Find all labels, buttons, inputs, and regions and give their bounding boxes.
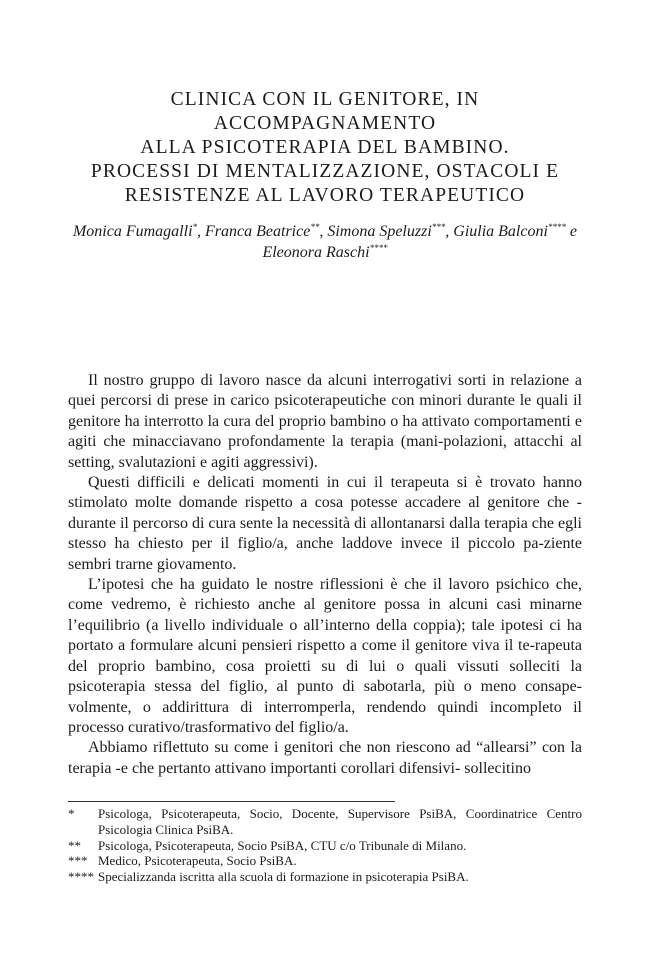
paragraph: Il nostro gruppo di lavoro nasce da alcuni interrogativi sorti in relazione a quei percorsi di prese in carico psicoterapeutiche con minori durante le quali il genitore ha interrotto la cura del proprio bambino o ha attivato comportamenti e agiti che minacciavano profondamente la terapia (mani-polazioni, attacchi al setting, svalutazioni e agiti aggressivi).	[68, 372, 582, 471]
footnote-marker: ****	[369, 243, 388, 253]
author-name: Simona Speluzzi	[327, 223, 432, 240]
author-name: Franca Beatrice	[205, 223, 311, 240]
author-name: Monica Fumagalli	[72, 223, 193, 240]
title-line: ACCOMPAGNAMENTO	[213, 113, 437, 134]
title-line: PROCESSI DI MENTALIZZAZIONE, OSTACOLI E	[90, 161, 560, 182]
footnote-divider	[68, 801, 395, 802]
footnotes	[68, 806, 582, 885]
author-conjunction: e	[569, 223, 578, 240]
footnote-mark: ****	[68, 869, 94, 885]
footnote	[68, 869, 582, 885]
paragraph: Questi difficili e delicati momenti in cui il terapeuta si è trovato hanno stimolato molte domande rispetto a cosa potesse accadere al genitore che -durante il percorso di cura sente la necessità di allontanarsi dalla terapia che egli stesso ha chiesto per il figlio/a, anche laddove invece il piccolo pa-ziente sembri trarne giovamento.	[68, 474, 582, 573]
author-name: Giulia Balconi	[453, 223, 548, 240]
footnote-marker: ****	[547, 222, 566, 232]
article-title	[60, 88, 590, 208]
footnote-mark: *	[68, 806, 75, 821]
title-line: RESISTENZE AL LAVORO TERAPEUTICO	[124, 185, 526, 206]
footnote-mark: **	[68, 837, 81, 853]
footnote-text: Psicologa, Psicoterapeuta, Socio PsiBA, CTU c/o Tribunale di Milano.	[98, 837, 467, 853]
footnote	[68, 838, 582, 854]
title-line: ALLA PSICOTERAPIA DEL BAMBINO.	[140, 137, 510, 158]
footnote-text: Specializzanda iscritta alla scuola di formazione in psicoterapia PsiBA.	[98, 869, 469, 885]
footnote-marker: ***	[431, 222, 446, 232]
title-line: CLINICA CON IL GENITORE, IN	[170, 89, 480, 110]
author-list: Monica Fumagalli*, Franca Beatrice**, Simona Speluzzi***, Giulia Balconi**** e Eleonora Raschi****	[72, 222, 578, 261]
paragraph: Abbiamo riflettuto su come i genitori che non riescono ad “allearsi” con la terapia -e che pertanto attivano importanti corollari difensivi- sollecitino	[68, 739, 582, 777]
footnote-mark: ***	[68, 853, 88, 869]
footnote-marker: *	[192, 222, 198, 232]
body-text	[68, 371, 582, 779]
footnote-marker: **	[310, 222, 320, 232]
author-name: Eleonora Raschi	[262, 244, 370, 261]
footnote	[68, 806, 582, 838]
footnote-text: Psicologa, Psicoterapeuta, Socio, Docente, Supervisore PsiBA, Coordinatrice Centro Psicologia Clinica PsiBA.	[98, 806, 582, 837]
paragraph: L’ipotesi che ha guidato le nostre riflessioni è che il lavoro psichico che, come vedremo, è richiesto anche al genitore possa in alcuni casi minarne l’equilibrio (a livello individuale o all’interno della coppia); tale ipotesi ci ha portato a formulare alcuni pensieri rispetto a come il genitore viva il te-rapeuta del proprio bambino, cosa proietti su di lui o quali vissuti solleciti la psicoterapia stessa del figlio, al punto di sabotarla, più o meno consape-volmente, o addirittura di interromperla, rendendo quindi incompleto il processo curativo/trasformativo del figlio/a.	[68, 576, 582, 736]
footnote-text: Medico, Psicoterapeuta, Socio PsiBA.	[98, 853, 297, 869]
footnote	[68, 853, 582, 869]
